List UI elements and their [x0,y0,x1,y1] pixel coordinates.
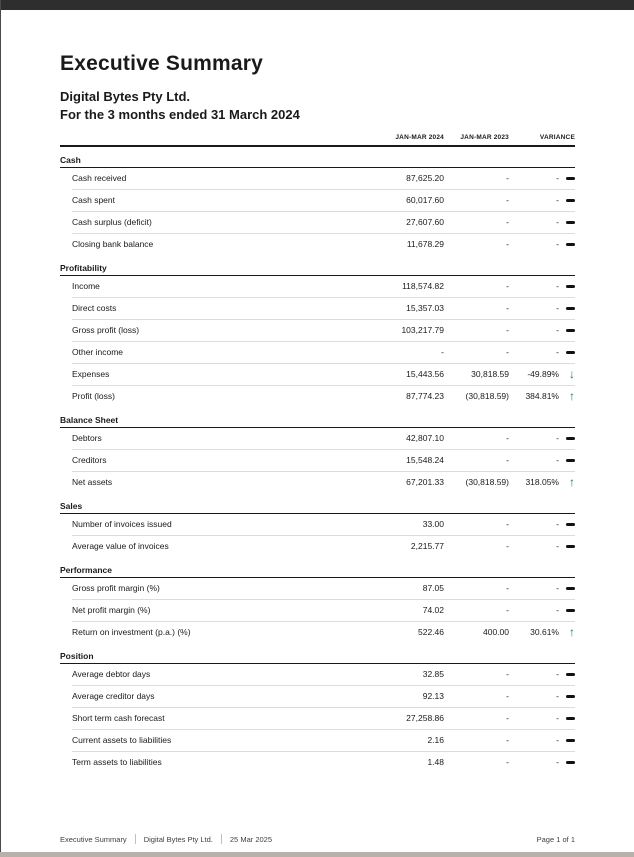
row-label: Net profit margin (%) [72,605,151,615]
up-arrow-icon: ↑ [569,475,575,489]
section-rows [60,276,575,407]
row-label: Short term cash forecast [72,713,165,723]
report-period: For the 3 months ended 31 March 2024 [60,107,300,123]
dash-icon [566,307,575,310]
row-value-current: - [441,347,444,357]
row-value-current: 92.13 [422,691,444,701]
table-row [72,622,575,643]
table-row [72,472,575,493]
page-top-edge [0,0,634,10]
row-value-variance: - [556,605,559,615]
row-indicator [559,368,575,380]
row-value-variance: - [556,173,559,183]
row-indicator [559,177,575,180]
row-value-current: 15,443.56 [406,369,444,379]
row-value-prior: - [506,281,509,291]
dash-icon [566,673,575,676]
row-indicator [559,739,575,742]
row-value-current: 87.05 [422,583,444,593]
dash-icon [566,523,575,526]
report-section [60,260,575,407]
row-value-prior: - [506,433,509,443]
row-indicator [559,476,575,488]
report-section [60,152,575,255]
row-value-prior: - [506,303,509,313]
table-row [72,276,575,298]
report-footer [60,834,575,844]
section-title: Performance [60,562,575,578]
row-value-variance: - [556,325,559,335]
row-value-current: 15,357.03 [406,303,444,313]
dash-icon [566,221,575,224]
row-value-current: 118,574.82 [402,281,444,291]
table-row [72,190,575,212]
row-indicator [559,761,575,764]
row-label: Average creditor days [72,691,155,701]
page-left-edge [0,0,1,857]
table-row [72,364,575,386]
row-value-variance: 30.61% [530,627,559,637]
section-rows [60,514,575,557]
column-header-row [60,134,575,147]
row-value-current: 74.02 [422,605,444,615]
row-value-prior: - [506,325,509,335]
dash-icon [566,285,575,288]
dash-icon [566,717,575,720]
row-value-current: 11,678.29 [406,239,444,249]
row-value-variance: - [556,691,559,701]
row-value-prior: - [506,605,509,615]
row-value-current: 15,548.24 [406,455,444,465]
page-bottom-edge [0,852,634,857]
row-value-current: 60,017.60 [406,195,444,205]
row-indicator [559,523,575,526]
row-value-prior: - [506,455,509,465]
row-value-prior: 30,818.59 [471,369,509,379]
row-value-variance: - [556,217,559,227]
row-label: Profit (loss) [72,391,115,401]
row-value-prior: (30,818.59) [465,391,509,401]
row-value-variance: 384.81% [525,391,559,401]
row-indicator [559,695,575,698]
company-name: Digital Bytes Pty Ltd. [60,89,191,104]
row-label: Creditors [72,455,107,465]
row-value-current: 27,258.86 [406,713,444,723]
row-label: Gross profit margin (%) [72,583,160,593]
row-value-current: 1.48 [427,757,444,767]
footer-divider [221,834,222,844]
dash-icon [566,761,575,764]
table-row [72,578,575,600]
row-label: Cash received [72,173,127,183]
row-value-current: 2,215.77 [410,541,444,551]
table-row [72,708,575,730]
down-arrow-icon: ↓ [569,367,575,381]
row-value-prior: (30,818.59) [465,477,509,487]
row-value-prior: - [506,217,509,227]
row-value-current: 522.46 [418,627,444,637]
row-value-current: 2.16 [427,735,444,745]
dash-icon [566,695,575,698]
row-value-current: 42,807.10 [406,433,444,443]
row-value-variance: - [556,713,559,723]
row-value-variance: 318.05% [525,477,559,487]
row-indicator [559,545,575,548]
row-value-prior: - [506,583,509,593]
row-indicator [559,437,575,440]
row-indicator [559,199,575,202]
row-value-current: 27,607.60 [406,217,444,227]
row-label: Cash spent [72,195,115,205]
section-rows [60,168,575,255]
row-value-prior: - [506,173,509,183]
table-row [72,234,575,255]
row-value-variance: -49.89% [527,369,559,379]
row-value-prior: - [506,735,509,745]
table-row [72,730,575,752]
row-value-variance: - [556,583,559,593]
row-value-variance: - [556,433,559,443]
row-label: Income [72,281,100,291]
row-label: Net assets [72,477,113,487]
up-arrow-icon: ↑ [569,389,575,403]
row-value-variance: - [556,455,559,465]
row-value-variance: - [556,541,559,551]
section-title: Sales [60,498,575,514]
report-table-body [60,152,575,773]
row-value-prior: - [506,195,509,205]
table-row [72,536,575,557]
row-indicator [559,243,575,246]
dash-icon [566,545,575,548]
report-content [60,10,575,773]
table-row [72,664,575,686]
row-indicator [559,221,575,224]
row-label: Debtors [72,433,102,443]
row-value-variance: - [556,281,559,291]
section-rows [60,578,575,643]
section-title: Cash [60,152,575,168]
row-value-prior: - [506,691,509,701]
row-value-prior: - [506,519,509,529]
row-indicator [559,329,575,332]
table-row [72,600,575,622]
row-label: Term assets to liabilities [72,757,162,767]
row-value-prior: - [506,669,509,679]
row-label: Cash surplus (deficit) [72,217,152,227]
dash-icon [566,739,575,742]
footer-divider [135,834,136,844]
dash-icon [566,459,575,462]
row-value-variance: - [556,239,559,249]
row-label: Other income [72,347,124,357]
table-row [72,298,575,320]
row-label: Average debtor days [72,669,151,679]
table-row [72,686,575,708]
up-arrow-icon: ↑ [569,625,575,639]
row-value-variance: - [556,669,559,679]
row-value-current: 87,625.20 [406,173,444,183]
row-indicator [559,285,575,288]
report-section [60,562,575,643]
report-section [60,498,575,557]
row-value-variance: - [556,519,559,529]
dash-icon [566,177,575,180]
table-row [72,212,575,234]
dash-icon [566,329,575,332]
row-value-prior: - [506,239,509,249]
row-value-prior: - [506,347,509,357]
row-label: Closing bank balance [72,239,154,249]
row-indicator [559,626,575,638]
section-title: Position [60,648,575,664]
row-value-current: 33.00 [422,519,444,529]
row-value-current: 32.85 [422,669,444,679]
row-label: Expenses [72,369,110,379]
footer-report-name: Executive Summary [60,834,127,844]
report-section [60,412,575,493]
table-row [72,450,575,472]
dash-icon [566,437,575,440]
section-rows [60,664,575,773]
column-header-prior: JAN-MAR 2023 [460,133,509,141]
row-value-prior: - [506,713,509,723]
row-label: Return on investment (p.a.) (%) [72,627,191,637]
row-value-prior: - [506,757,509,767]
row-label: Direct costs [72,303,117,313]
row-indicator [559,717,575,720]
dash-icon [566,609,575,612]
dash-icon [566,243,575,246]
row-indicator [559,609,575,612]
table-row [72,428,575,450]
row-label: Average value of invoices [72,541,169,551]
table-row [72,514,575,536]
section-rows [60,428,575,493]
table-row [72,342,575,364]
row-value-prior: 400.00 [483,627,509,637]
column-header-variance: VARIANCE [539,133,575,141]
row-value-variance: - [556,195,559,205]
column-header-current: JAN-MAR 2024 [395,133,444,141]
table-row [72,386,575,407]
row-indicator [559,351,575,354]
row-value-current: 87,774.23 [406,391,444,401]
row-value-variance: - [556,735,559,745]
footer-date: 25 Mar 2025 [229,834,273,844]
section-title: Profitability [60,260,575,276]
report-section [60,648,575,773]
table-row [72,168,575,190]
row-value-variance: - [556,347,559,357]
row-indicator [559,307,575,310]
section-title: Balance Sheet [60,412,575,428]
footer-company-name: Digital Bytes Pty Ltd. [143,834,213,844]
row-value-variance: - [556,757,559,767]
row-value-current: 103,217.79 [401,325,444,335]
row-label: Current assets to liabilities [72,735,172,745]
footer-page-number: Page 1 of 1 [536,834,575,844]
row-label: Gross profit (loss) [72,325,140,335]
row-label: Number of invoices issued [72,519,172,529]
row-indicator [559,587,575,590]
row-indicator [559,390,575,402]
dash-icon [566,587,575,590]
row-value-variance: - [556,303,559,313]
table-row [72,320,575,342]
table-row [72,752,575,773]
row-value-current: 67,201.33 [406,477,444,487]
row-value-prior: - [506,541,509,551]
row-indicator [559,673,575,676]
row-indicator [559,459,575,462]
dash-icon [566,199,575,202]
dash-icon [566,351,575,354]
report-title: Executive Summary [60,52,264,75]
